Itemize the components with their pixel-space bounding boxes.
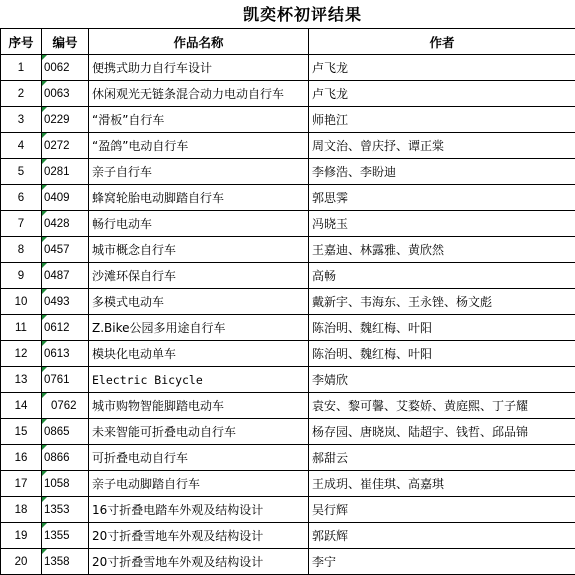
cell-number[interactable]: 0062: [42, 55, 89, 81]
cell-work-name[interactable]: 便携式助力自行车设计: [89, 55, 309, 81]
cell-seq[interactable]: 3: [1, 107, 42, 133]
cell-work-name[interactable]: Z.Bike公园多用途自行车: [89, 315, 309, 341]
cell-seq[interactable]: 16: [1, 445, 42, 471]
header-row: [1, 29, 575, 55]
cell-author[interactable]: 王嘉迪、林露雅、黄欣然: [309, 237, 575, 263]
cell-seq[interactable]: 20: [1, 549, 42, 575]
header-work-name[interactable]: 作品名称: [89, 29, 309, 55]
cell-work-name[interactable]: Electric Bicycle: [89, 367, 309, 393]
cell-number[interactable]: 1358: [42, 549, 89, 575]
cell-author[interactable]: 郭思霁: [309, 185, 575, 211]
cell-number[interactable]: 1058: [42, 471, 89, 497]
cell-number[interactable]: 0761: [42, 367, 89, 393]
cell-number[interactable]: 0272: [42, 133, 89, 159]
cell-seq[interactable]: 9: [1, 263, 42, 289]
cell-work-name[interactable]: 蜂窝轮胎电动脚踏自行车: [89, 185, 309, 211]
sheet-title: 凯奕杯初评结果: [0, 0, 575, 28]
cell-number[interactable]: 1355: [42, 523, 89, 549]
cell-work-name[interactable]: 未来智能可折叠电动自行车: [89, 419, 309, 445]
cell-seq[interactable]: 18: [1, 497, 42, 523]
cell-author[interactable]: 卢飞龙: [309, 55, 575, 81]
header-seq[interactable]: 序号: [1, 29, 42, 55]
cell-seq[interactable]: 15: [1, 419, 42, 445]
cell-author[interactable]: 李宁: [309, 549, 575, 575]
header-author[interactable]: 作者: [309, 29, 575, 55]
table-row: [1, 81, 575, 107]
cell-seq[interactable]: 8: [1, 237, 42, 263]
table-row: [1, 419, 575, 445]
cell-work-name[interactable]: 20寸折叠雪地车外观及结构设计: [89, 549, 309, 575]
table-row: [1, 367, 575, 393]
cell-work-name[interactable]: 20寸折叠雪地车外观及结构设计: [89, 523, 309, 549]
cell-number[interactable]: 0762: [42, 393, 89, 419]
cell-seq[interactable]: 1: [1, 55, 42, 81]
cell-work-name[interactable]: “滑板”自行车: [89, 107, 309, 133]
cell-author[interactable]: 戴新宇、韦海东、王永锉、杨文彪: [309, 289, 575, 315]
cell-author[interactable]: 陈治明、魏红梅、叶阳: [309, 341, 575, 367]
cell-number[interactable]: 0229: [42, 107, 89, 133]
cell-work-name[interactable]: 多模式电动车: [89, 289, 309, 315]
table-row: [1, 263, 575, 289]
cell-work-name[interactable]: 16寸折叠电踏车外观及结构设计: [89, 497, 309, 523]
table-row: [1, 549, 575, 575]
cell-seq[interactable]: 10: [1, 289, 42, 315]
table-row: [1, 471, 575, 497]
cell-number[interactable]: 0866: [42, 445, 89, 471]
cell-work-name[interactable]: 亲子自行车: [89, 159, 309, 185]
cell-work-name[interactable]: 亲子电动脚踏自行车: [89, 471, 309, 497]
cell-work-name[interactable]: 休闲观光无链条混合动力电动自行车: [89, 81, 309, 107]
cell-work-name[interactable]: 沙滩环保自行车: [89, 263, 309, 289]
table-row: [1, 289, 575, 315]
cell-author[interactable]: 师艳江: [309, 107, 575, 133]
cell-number[interactable]: 0613: [42, 341, 89, 367]
cell-number[interactable]: 0865: [42, 419, 89, 445]
table-row: [1, 107, 575, 133]
cell-work-name[interactable]: 可折叠电动自行车: [89, 445, 309, 471]
table-row: [1, 445, 575, 471]
table-row: [1, 341, 575, 367]
cell-number[interactable]: 0612: [42, 315, 89, 341]
cell-seq[interactable]: 6: [1, 185, 42, 211]
cell-work-name[interactable]: 城市购物智能脚踏电动车: [89, 393, 309, 419]
cell-number[interactable]: 0457: [42, 237, 89, 263]
cell-number[interactable]: 0409: [42, 185, 89, 211]
cell-number[interactable]: 0487: [42, 263, 89, 289]
cell-author[interactable]: 杨存园、唐晓岚、陆超宇、钱哲、邱品锦: [309, 419, 575, 445]
cell-author[interactable]: 李婧欣: [309, 367, 575, 393]
cell-seq[interactable]: 2: [1, 81, 42, 107]
cell-seq[interactable]: 4: [1, 133, 42, 159]
cell-seq[interactable]: 14: [1, 393, 42, 419]
cell-work-name[interactable]: “盈鸽”电动自行车: [89, 133, 309, 159]
cell-number[interactable]: 0063: [42, 81, 89, 107]
cell-author[interactable]: 王成玥、崔佳琪、高嘉琪: [309, 471, 575, 497]
cell-author[interactable]: 袁安、黎可馨、艾婺娇、黄庭熙、丁子耀: [309, 393, 575, 419]
cell-author[interactable]: 卢飞龙: [309, 81, 575, 107]
cell-author[interactable]: 郭跃辉: [309, 523, 575, 549]
cell-seq[interactable]: 19: [1, 523, 42, 549]
cell-author[interactable]: 李修浩、李盼迪: [309, 159, 575, 185]
table-body: [1, 55, 575, 575]
cell-seq[interactable]: 13: [1, 367, 42, 393]
cell-seq[interactable]: 7: [1, 211, 42, 237]
cell-seq[interactable]: 12: [1, 341, 42, 367]
cell-author[interactable]: 吴行辉: [309, 497, 575, 523]
cell-author[interactable]: 郝甜云: [309, 445, 575, 471]
results-table: [0, 28, 575, 575]
cell-author[interactable]: 冯晓玉: [309, 211, 575, 237]
cell-number[interactable]: 0281: [42, 159, 89, 185]
cell-number[interactable]: 0493: [42, 289, 89, 315]
cell-author[interactable]: 周文治、曾庆抒、谭正棠: [309, 133, 575, 159]
cell-number[interactable]: 0428: [42, 211, 89, 237]
table-row: [1, 159, 575, 185]
cell-author[interactable]: 高畅: [309, 263, 575, 289]
table-row: [1, 211, 575, 237]
header-number[interactable]: 编号: [42, 29, 89, 55]
table-row: [1, 393, 575, 419]
cell-seq[interactable]: 11: [1, 315, 42, 341]
cell-number[interactable]: 1353: [42, 497, 89, 523]
cell-work-name[interactable]: 畅行电动车: [89, 211, 309, 237]
cell-seq[interactable]: 5: [1, 159, 42, 185]
table-row: [1, 185, 575, 211]
cell-work-name[interactable]: 模块化电动单车: [89, 341, 309, 367]
table-row: [1, 55, 575, 81]
table-row: [1, 497, 575, 523]
table-row: [1, 237, 575, 263]
table-row: [1, 315, 575, 341]
cell-seq[interactable]: 17: [1, 471, 42, 497]
table-row: [1, 523, 575, 549]
table-row: [1, 133, 575, 159]
cell-work-name[interactable]: 城市概念自行车: [89, 237, 309, 263]
cell-author[interactable]: 陈治明、魏红梅、叶阳: [309, 315, 575, 341]
